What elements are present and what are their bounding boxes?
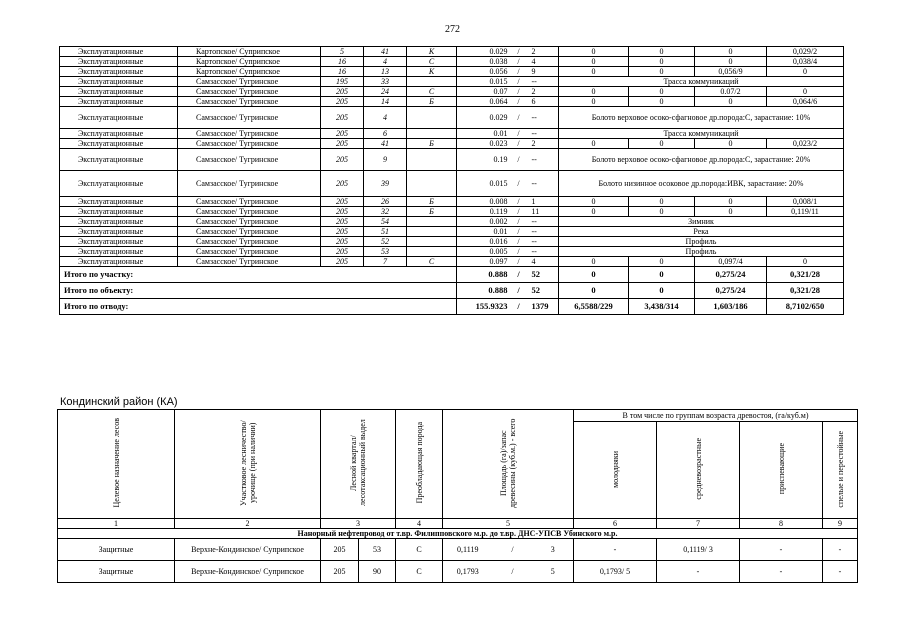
forestry-cell: Самзасское/ Тугринское [178,227,321,237]
quarter-cell: 205 [321,257,364,267]
species-cell: С [407,87,457,97]
totals-label: Итого по объекту: [60,283,457,299]
totals-row [60,267,844,283]
mature-cell: 0,119/11 [767,207,844,217]
totals-row [60,283,844,299]
table-row [60,149,844,171]
area-cell: 0.01 [457,227,512,237]
plot-cell: 32 [364,207,407,217]
young-cell: 0,1793/ 5 [574,561,657,583]
volume-cell: 2 [526,87,559,97]
table-row [60,57,844,67]
area-cell: 0.029 [457,47,512,57]
forestry-cell: Самзасское/ Тугринское [178,107,321,129]
middle-aged-cell: 0 [629,97,695,107]
slash-separator: / [512,67,526,77]
purpose-cell: Эксплуатационные [60,97,178,107]
young-cell: 0 [559,197,629,207]
young-cell: 0 [559,87,629,97]
area-cell: 0.064 [457,97,512,107]
middle-aged-cell: 0 [629,257,695,267]
quarter-cell: 205 [321,227,364,237]
purpose-cell: Эксплуатационные [60,257,178,267]
forestry-cell: Самзасское/ Тугринское [178,149,321,171]
quarter-cell: 5 [321,47,364,57]
species-cell: С [407,257,457,267]
slash-separator: / [512,247,526,257]
forestry-cell: Самзасское/ Тугринское [178,257,321,267]
young-cell: 0 [559,139,629,149]
forest-table [57,409,858,583]
young-cell: 0 [559,47,629,57]
purpose-cell: Эксплуатационные [60,47,178,57]
total-middle-cell: 3,438/314 [629,299,695,315]
mature-cell: 0 [767,257,844,267]
total-area-cell: 155.9323 [457,299,512,315]
plot-cell: 53 [364,247,407,257]
total-mature-cell: 0,321/28 [767,267,844,283]
plot-cell: 51 [364,227,407,237]
quarter-cell: 205 [321,107,364,129]
species-cell [407,237,457,247]
slash-separator: / [512,57,526,67]
header-forestry: Участковое лесничество/ урочище (при наличии) [175,410,321,519]
area-cell: 0.005 [457,247,512,257]
mature-cell: 0,029/2 [767,47,844,57]
quarter-cell: 205 [321,207,364,217]
young-cell: - [574,539,657,561]
quarter-cell: 205 [321,247,364,257]
land-category-cell: Зимник [559,217,844,227]
header-middle: средневозрастные [657,422,740,519]
forestry-cell: Самзасское/ Тугринское [178,197,321,207]
purpose-cell: Эксплуатационные [60,197,178,207]
species-cell: К [407,47,457,57]
total-middle-cell: 0 [629,267,695,283]
volume-cell: 5 [533,561,574,583]
slash-separator: / [512,149,526,171]
plot-cell: 39 [364,171,407,197]
slash-separator: / [512,107,526,129]
volume-cell: -- [526,77,559,87]
mature-cell: 0,023/2 [767,139,844,149]
total-volume-cell: 52 [526,283,559,299]
volume-cell: 2 [526,47,559,57]
table-row [58,561,858,583]
quarter-cell: 205 [321,197,364,207]
volume-cell: -- [526,247,559,257]
plot-cell: 4 [364,57,407,67]
land-category-cell: Профиль [559,237,844,247]
slash-separator: / [512,267,526,283]
quarter-cell: 195 [321,77,364,87]
quarter-cell: 205 [321,217,364,227]
table-row [60,47,844,57]
young-cell: 0 [559,97,629,107]
volume-cell: -- [526,171,559,197]
slash-separator: / [493,561,533,583]
ripening-cell: - [740,561,823,583]
forestry-cell: Картопское/ Суприпское [178,57,321,67]
species-cell: Б [407,97,457,107]
ripening-cell: 0 [695,139,767,149]
forestry-cell: Самзасское/ Тугринское [178,247,321,257]
slash-separator: / [512,87,526,97]
table-row [58,539,858,561]
middle-aged-cell: 0 [629,207,695,217]
total-young-cell: 6,5588/229 [559,299,629,315]
forestry-cell: Самзасское/ Тугринское [178,171,321,197]
header-young: молодняки [574,422,657,519]
table-row [60,87,844,97]
quarter-cell: 16 [321,67,364,77]
purpose-cell: Эксплуатационные [60,87,178,97]
table-row [60,217,844,227]
species-cell [407,149,457,171]
area-cell: 0.19 [457,149,512,171]
mature-cell: 0,064/6 [767,97,844,107]
middle-aged-cell: 0 [629,197,695,207]
total-ripening-cell: 0,275/24 [695,283,767,299]
forestry-cell: Самзасское/ Тугринское [178,87,321,97]
purpose-cell: Защитные [58,539,175,561]
slash-separator: / [512,207,526,217]
species-cell [407,217,457,227]
header-purpose: Целевое назначение лесов [58,410,175,519]
forestry-cell: Самзасское/ Тугринское [178,129,321,139]
volume-cell: 4 [526,57,559,67]
slash-separator: / [512,47,526,57]
species-cell: С [396,539,443,561]
species-cell [407,129,457,139]
forestry-cell: Самзасское/ Тугринское [178,217,321,227]
quarter-cell: 205 [321,129,364,139]
volume-cell: 3 [533,539,574,561]
species-cell: С [396,561,443,583]
header-ripening: приспевающие [740,422,823,519]
young-cell: 0 [559,67,629,77]
ripening-cell: 0 [695,47,767,57]
mature-cell: - [823,539,858,561]
allotment-table [59,46,844,315]
purpose-cell: Эксплуатационные [60,139,178,149]
forestry-cell: Верхне-Кондинское/ Суприпское [175,539,321,561]
species-cell: Б [407,207,457,217]
header-quarter: Лесной квартал/ лесотаксационный выдел [321,410,396,519]
column-numbers-row: 1 2 3 4 5 6 7 8 9 [58,519,858,529]
species-cell [407,77,457,87]
middle-aged-cell: 0 [629,57,695,67]
volume-cell: -- [526,237,559,247]
plot-cell: 9 [364,149,407,171]
plot-cell: 90 [359,561,396,583]
quarter-cell: 205 [321,139,364,149]
middle-aged-cell: 0,1119/ 3 [657,539,740,561]
area-cell: 0.07 [457,87,512,97]
mature-cell: 0,008/1 [767,197,844,207]
volume-cell: -- [526,217,559,227]
quarter-cell: 205 [321,171,364,197]
slash-separator: / [493,539,533,561]
forestry-cell: Картопское/ Суприпское [178,47,321,57]
plot-cell: 6 [364,129,407,139]
slash-separator: / [512,227,526,237]
purpose-cell: Эксплуатационные [60,107,178,129]
ripening-cell: 0,097/4 [695,257,767,267]
species-cell [407,171,457,197]
slash-separator: / [512,283,526,299]
volume-cell: -- [526,107,559,129]
volume-cell: 11 [526,207,559,217]
slash-separator: / [512,129,526,139]
pipeline-title: Нанорный нефтепровод от т.вр. Филипповского м.р. до т.вр. ДНС-УПСВ Убинского м.р. [58,529,858,539]
volume-cell: -- [526,129,559,139]
table-row [60,247,844,257]
species-cell [407,107,457,129]
plot-cell: 26 [364,197,407,207]
area-cell: 0,1119 [443,539,493,561]
quarter-cell: 205 [321,149,364,171]
table-row [60,97,844,107]
species-cell [407,247,457,257]
quarter-cell: 205 [321,237,364,247]
area-cell: 0.015 [457,77,512,87]
ripening-cell: 0.07/2 [695,87,767,97]
ripening-cell: 0 [695,97,767,107]
land-category-cell: Трасса коммуникаций [559,129,844,139]
table-row [60,171,844,197]
total-ripening-cell: 1,603/186 [695,299,767,315]
ripening-cell: 0 [695,57,767,67]
volume-cell: -- [526,227,559,237]
quarter-cell: 205 [321,97,364,107]
area-cell: 0.01 [457,129,512,139]
volume-cell: 4 [526,257,559,267]
area-cell: 0.016 [457,237,512,247]
land-category-cell: Болото верховое осоко-сфагновое др.порода:С, зарастание: 20% [559,149,844,171]
quarter-cell: 16 [321,57,364,67]
volume-cell: 1 [526,197,559,207]
middle-aged-cell: 0 [629,87,695,97]
volume-cell: 6 [526,97,559,107]
purpose-cell: Эксплуатационные [60,171,178,197]
total-area-cell: 0.888 [457,267,512,283]
middle-aged-cell: 0 [629,67,695,77]
area-cell: 0.002 [457,217,512,227]
volume-cell: 2 [526,139,559,149]
purpose-cell: Эксплуатационные [60,149,178,171]
totals-label: Итого по отводу: [60,299,457,315]
quarter-cell: 205 [321,539,359,561]
purpose-cell: Защитные [58,561,175,583]
slash-separator: / [512,171,526,197]
land-category-cell: Трасса коммуникаций [559,77,844,87]
slash-separator: / [512,139,526,149]
header-area: Площадь (га)/запас древесины (куб.м.) - всего [443,410,574,519]
totals-label: Итого по участку: [60,267,457,283]
purpose-cell: Эксплуатационные [60,57,178,67]
total-middle-cell: 0 [629,283,695,299]
slash-separator: / [512,77,526,87]
species-cell: С [407,57,457,67]
total-young-cell: 0 [559,267,629,283]
volume-cell: -- [526,149,559,171]
middle-aged-cell: 0 [629,47,695,57]
species-cell: Б [407,197,457,207]
plot-cell: 52 [364,237,407,247]
purpose-cell: Эксплуатационные [60,237,178,247]
area-cell: 0.056 [457,67,512,77]
plot-cell: 54 [364,217,407,227]
young-cell: 0 [559,257,629,267]
area-cell: 0.015 [457,171,512,197]
mature-cell: 0,038/4 [767,57,844,67]
purpose-cell: Эксплуатационные [60,67,178,77]
area-cell: 0,1793 [443,561,493,583]
forestry-cell: Самзасское/ Тугринское [178,97,321,107]
header-age-groups: В том числе по группам возраста древостоя, (га/куб.м) [574,410,858,422]
forestry-cell: Самзасское/ Тугринское [178,77,321,87]
total-ripening-cell: 0,275/24 [695,267,767,283]
species-cell: К [407,67,457,77]
ripening-cell: 0 [695,207,767,217]
purpose-cell: Эксплуатационные [60,217,178,227]
land-category-cell: Река [559,227,844,237]
table-row [60,67,844,77]
total-mature-cell: 0,321/28 [767,283,844,299]
slash-separator: / [512,217,526,227]
mature-cell: 0 [767,67,844,77]
table-row [60,257,844,267]
header-species: Преобладающая порода [396,410,443,519]
table-row [60,197,844,207]
forestry-cell: Самзасское/ Тугринское [178,207,321,217]
mature-cell: 0 [767,87,844,97]
section-title: Кондинский район (КА) [60,396,178,408]
table-row [60,139,844,149]
plot-cell: 4 [364,107,407,129]
table-row [60,107,844,129]
purpose-cell: Эксплуатационные [60,227,178,237]
ripening-cell: 0 [695,197,767,207]
purpose-cell: Эксплуатационные [60,207,178,217]
middle-aged-cell: 0 [629,139,695,149]
total-area-cell: 0.888 [457,283,512,299]
plot-cell: 24 [364,87,407,97]
young-cell: 0 [559,207,629,217]
purpose-cell: Эксплуатационные [60,129,178,139]
purpose-cell: Эксплуатационные [60,77,178,87]
purpose-cell: Эксплуатационные [60,247,178,257]
plot-cell: 53 [359,539,396,561]
area-cell: 0.023 [457,139,512,149]
area-cell: 0.119 [457,207,512,217]
plot-cell: 41 [364,47,407,57]
species-cell [407,227,457,237]
page-number: 272 [445,24,460,35]
land-category-cell: Профиль [559,247,844,257]
area-cell: 0.029 [457,107,512,129]
middle-aged-cell: - [657,561,740,583]
plot-cell: 14 [364,97,407,107]
total-volume-cell: 52 [526,267,559,283]
volume-cell: 9 [526,67,559,77]
slash-separator: / [512,257,526,267]
quarter-cell: 205 [321,561,359,583]
land-category-cell: Болото низинное осоковое др.порода:ИВК, зарастание: 20% [559,171,844,197]
forestry-cell: Верхне-Кондинское/ Суприпское [175,561,321,583]
total-mature-cell: 8,7102/650 [767,299,844,315]
young-cell: 0 [559,57,629,67]
area-cell: 0.038 [457,57,512,67]
totals-row [60,299,844,315]
total-volume-cell: 1379 [526,299,559,315]
table-row [60,227,844,237]
quarter-cell: 205 [321,87,364,97]
ripening-cell: - [740,539,823,561]
slash-separator: / [512,299,526,315]
table-row [60,207,844,217]
table-row [60,77,844,87]
mature-cell: - [823,561,858,583]
forestry-cell: Самзасское/ Тугринское [178,237,321,247]
table-row [60,129,844,139]
area-cell: 0.008 [457,197,512,207]
forestry-cell: Самзасское/ Тугринское [178,139,321,149]
header-mature: спелые и перестойные [823,422,858,519]
slash-separator: / [512,197,526,207]
plot-cell: 13 [364,67,407,77]
plot-cell: 41 [364,139,407,149]
forestry-cell: Картопское/ Суприпское [178,67,321,77]
land-category-cell: Болото верховое осоко-сфагновое др.порода:С, зарастание: 10% [559,107,844,129]
area-cell: 0.097 [457,257,512,267]
species-cell: Б [407,139,457,149]
plot-cell: 7 [364,257,407,267]
slash-separator: / [512,237,526,247]
ripening-cell: 0,056/9 [695,67,767,77]
slash-separator: / [512,97,526,107]
total-young-cell: 0 [559,283,629,299]
table-row [60,237,844,247]
plot-cell: 33 [364,77,407,87]
